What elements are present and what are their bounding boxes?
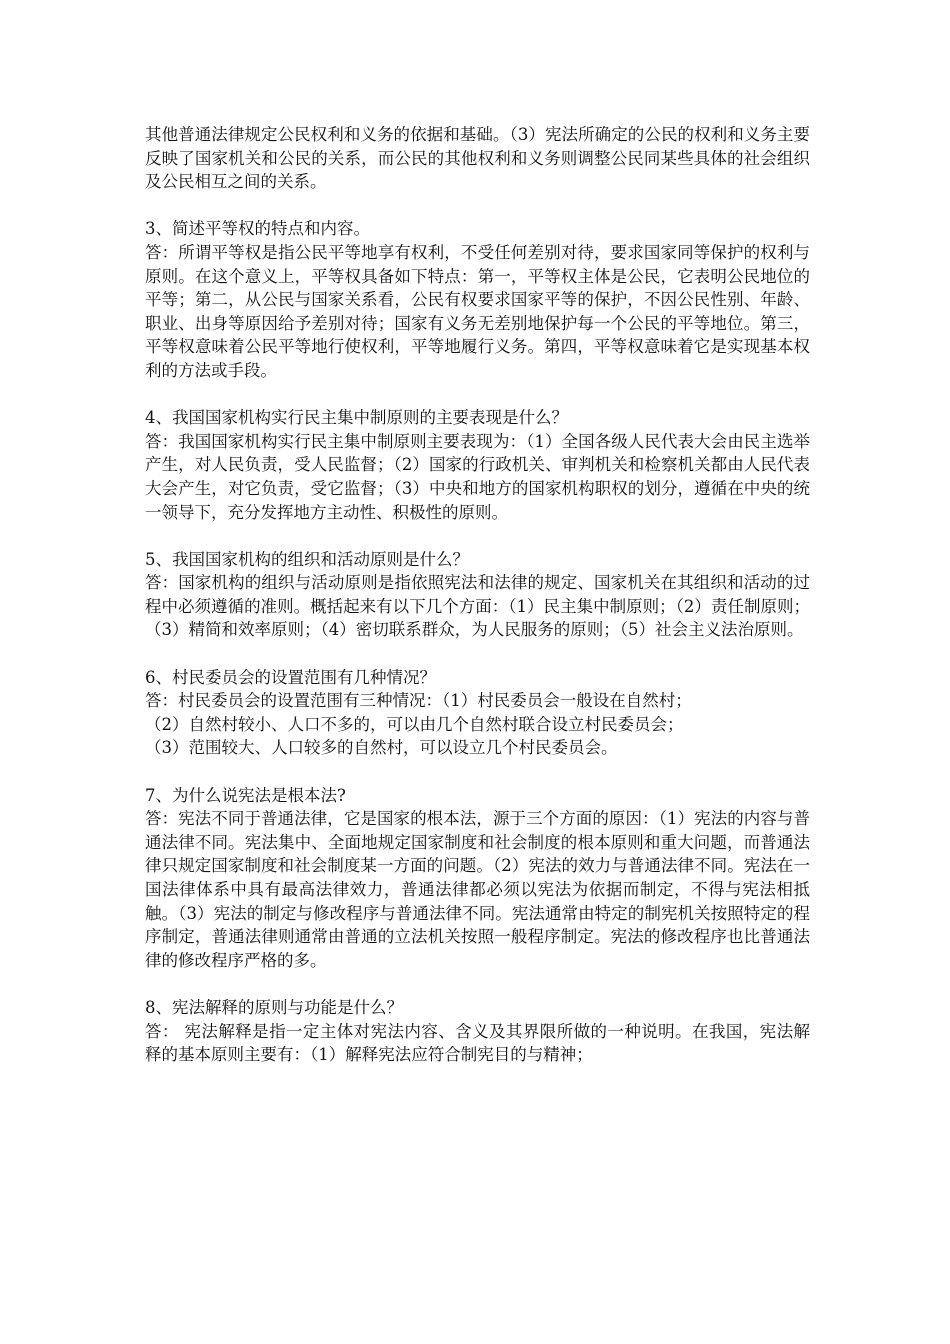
paragraph-spacer — [145, 383, 810, 407]
paragraph-spacer — [145, 642, 810, 666]
answer-8: 答： 宪法解释是指一定主体对宪法内容、含义及其界限所做的一种说明。在我国，宪法解释的基本原则主要有：（1）解释宪法应符合制宪目的与精神； — [145, 1021, 810, 1065]
question-6: 6、村民委员会的设置范围有几种情况？ — [145, 667, 436, 687]
paragraph-spacer — [145, 194, 810, 218]
question-3: 3、简述平等权的特点和内容。 — [145, 219, 370, 239]
answer-7: 答：宪法不同于普通法律，它是国家的根本法，源于三个方面的原因：（1）宪法的内容与普通法律不同。宪法集中、全面地规定国家制度和社会制度的根本原则和重大问题，而普通法律只规定国家制度和社会制度某一方面的问题。（2）宪法的效力与普通法律不同。宪法在一国法律体系中具有最高法律效力，普通法律都必须以宪法为依据而制定，不得与宪法相抵触。（3）宪法的制定与修改程序与普通法律不同。宪法通常由特定的制宪机关按照特定的程序制定，普通法律则通常由普通的立法机关按照一般程序制定。宪法的修改程序也比普通法律的修改程序严格的多。 — [145, 809, 810, 970]
answer-6-line-1: 答：村民委员会的设置范围有三种情况：（1）村民委员会一般设在自然村； — [145, 691, 692, 711]
question-7: 7、为什么说宪法是根本法? — [145, 785, 346, 805]
answer-6-line-3: （3）范围较大、人口较多的自然村，可以设立几个村民委员会。 — [145, 738, 618, 758]
document-body — [145, 123, 810, 1067]
question-4: 4、我国国家机构实行民主集中制原则的主要表现是什么？ — [145, 408, 568, 428]
answer-6-line-2: （2）自然村较小、人口不多的，可以由几个自然村联合设立村民委员会； — [145, 714, 684, 734]
intro-paragraph: 其他普通法律规定公民权利和义务的依据和基础。（3）宪法所确定的公民的权利和义务主要反映了国家机关和公民的关系，而公民的其他权利和义务则调整公民同某些具体的社会组织及公民相互之间的关系。 — [145, 125, 810, 192]
paragraph-spacer — [145, 972, 810, 996]
answer-5: 答：国家机构的组织与活动原则是指依照宪法和法律的规定、国家机关在其组织和活动的过程中必须遵循的准则。概括起来有以下几个方面：（1）民主集中制原则；（2）责任制原则；（3）精简和效率原则；（4）密切联系群众，为人民服务的原则；（5）社会主义法治原则。 — [145, 573, 810, 640]
paragraph-spacer — [145, 524, 810, 548]
paragraph-spacer — [145, 760, 810, 784]
answer-3: 答：所谓平等权是指公民平等地享有权利，不受任何差别对待，要求国家同等保护的权利与原则。在这个意义上，平等权具备如下特点：第一，平等权主体是公民，它表明公民地位的平等；第二，从公民与国家关系看，公民有权要求国家平等的保护，不因公民性别、年龄、职业、出身等原因给予差别对待；国家有义务无差别地保护每一个公民的平等地位。第三，平等权意味着公民平等地行使权利，平等地履行义务。第四，平等权意味着它是实现基本权利的方法或手段。 — [145, 242, 810, 380]
question-5: 5、我国国家机构的组织和活动原则是什么？ — [145, 549, 469, 569]
answer-4: 答：我国国家机构实行民主集中制原则主要表现为：（1）全国各级人民代表大会由民主选举产生，对人民负责，受人民监督；（2）国家的行政机关、审判机关和检察机关都由人民代表大会产生，对它负责，受它监督；（3）中央和地方的国家机构职权的划分，遵循在中央的统一领导下，充分发挥地方主动性、积极性的原则。 — [145, 431, 810, 522]
question-8: 8、宪法解释的原则与功能是什么？ — [145, 997, 403, 1017]
